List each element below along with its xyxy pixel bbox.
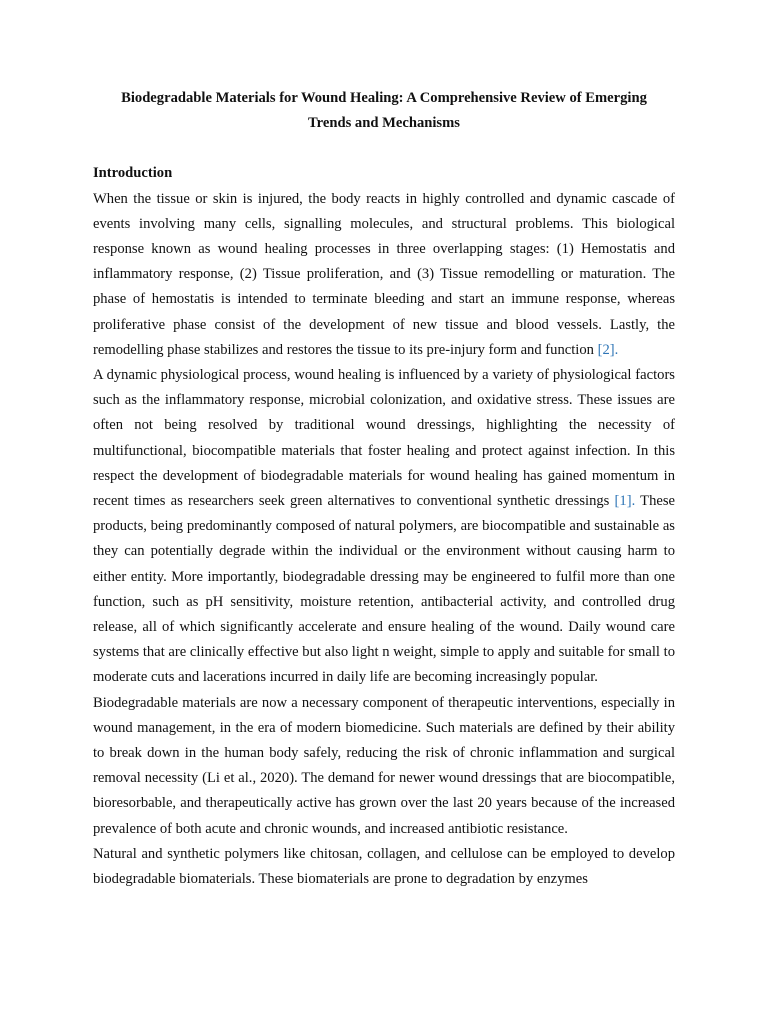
document-body bbox=[93, 86, 675, 892]
paragraph-3 bbox=[93, 691, 675, 842]
paragraph-4 bbox=[93, 842, 675, 892]
paragraph-text: When the tissue or skin is injured, the body reacts in highly controlled and dynamic cascade of events involving many cells, signalling molecules, and structural problems. This biological response known as wound healing processes in three overlapping stages: (1) Hemostatis and inflammatory response, (2) Tissue proliferation, and (3) Tissue remodelling or maturation. The phase of hemostatis is intended to terminate bleeding and start an immune response, whereas proliferative phase consist of the development of new tissue and blood vessels. Lastly, the remodelling phase stabilizes and restores the tissue to its pre-injury form and function bbox=[93, 190, 675, 358]
paragraph-text: Biodegradable materials are now a necessary component of therapeutic interventions, especially in wound management, in the era of modern biomedicine. Such materials are defined by their ability to break down in the human body safely, reducing the risk of chronic inflammation and surgical removal necessity (Li et al., 2020). The demand for newer wound dressings that are biocompatible, bioresorbable, and therapeutically active has grown over the last 20 years because of the increased prevalence of both acute and chronic wounds, and increased antibiotic resistance. bbox=[93, 694, 675, 837]
paragraph-text: A dynamic physiological process, wound healing is influenced by a variety of physiological factors such as the inflammatory response, microbial colonization, and oxidative stress. These issues are often not being resolved by traditional wound dressings, highlighting the necessity of multifunctional, biocompatible materials that foster healing and protect against infection. In this respect the development of biodegradable materials for wound healing has gained momentum in recent times as researchers seek green alternatives to conventional synthetic dressings bbox=[93, 367, 675, 510]
citation-link[interactable]: [2]. bbox=[597, 341, 619, 358]
paragraph-text: Natural and synthetic polymers like chitosan, collagen, and cellulose can be employed to develop biodegradable biomaterials. These biomaterials are prone to degradation by enzymes bbox=[93, 845, 675, 888]
paragraph-text: These products, being predominantly composed of natural polymers, are biocompatible and sustainable as they can potentially degrade within the individual or the environment without causing harm to either entity. More importantly, biodegradable dressing may be engineered to fulfil more than one function, such as pH sensitivity, moisture retention, antibacterial activity, and controlled drug release, all of which significantly accelerate and ensure healing of the wound. Daily wound care systems that are clinically effective but also light n weight, simple to apply and suitable for small to moderate cuts and lacerations incurred in daily life are becoming increasingly popular. bbox=[93, 493, 675, 686]
document-title: Biodegradable Materials for Wound Healing: A Comprehensive Review of Emerging Trends and Mechanisms bbox=[121, 90, 647, 132]
section-heading: Introduction bbox=[93, 165, 173, 182]
citation-link[interactable]: [1]. bbox=[614, 493, 636, 510]
paragraph-1 bbox=[93, 187, 675, 363]
paragraph-2 bbox=[93, 363, 675, 691]
